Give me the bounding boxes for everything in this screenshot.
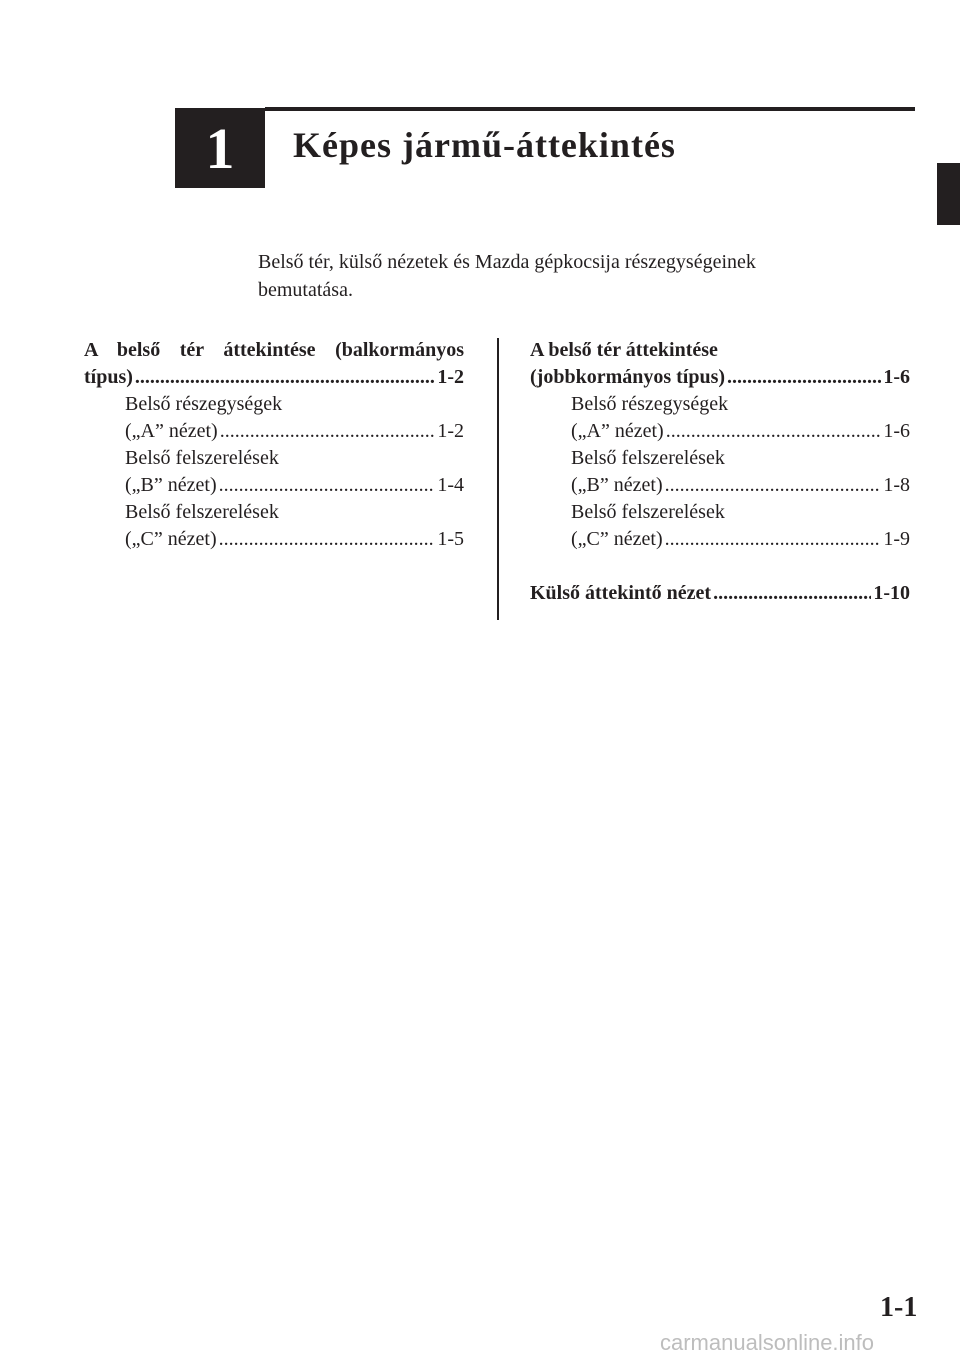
dot-leader [665,526,882,553]
chapter-header-rule [265,107,915,111]
toc-right-exterior-entry[interactable] [530,580,910,607]
toc-item-label-cont: („A” nézet) [571,420,664,442]
toc-item-page: 1-4 [437,474,464,496]
toc-item-label: Belső részegységek [125,393,283,415]
toc-item-label-cont: („B” nézet) [125,474,217,496]
toc-item-label: Belső felszerelések [571,447,725,469]
toc-item-label: Belső felszerelések [125,447,279,469]
toc-right-column [530,337,910,607]
dot-leader [727,364,881,391]
toc-item-page: 1-2 [437,420,464,442]
chapter-number-box [175,108,265,188]
chapter-title: Képes jármű-áttekintés [293,125,676,165]
toc-left-heading-entry[interactable] [84,364,464,391]
toc-exterior-label: Külső áttekintő nézet [530,582,712,604]
toc-left-item-1[interactable] [84,391,464,445]
column-divider [497,338,499,620]
toc-item-label: Belső részegységek [571,393,729,415]
chapter-side-tab [937,163,960,225]
toc-left-item-2[interactable] [84,445,464,499]
toc-right-heading-entry[interactable] [530,364,910,391]
toc-left-column [84,337,464,553]
intro-line-1: Belső tér, külső nézetek és Mazda gépkocsija részegységeinek [258,251,756,273]
toc-item-page: 1-5 [437,528,464,550]
dot-leader [713,580,871,607]
toc-item-label-cont: („B” nézet) [571,474,663,496]
dot-leader [665,472,882,499]
toc-left-heading-line1[interactable]: A belső tér áttekintése (balkormányos [84,339,464,361]
dot-leader [219,526,436,553]
toc-left-heading-line2: típus) [84,366,133,388]
toc-right-item-3[interactable] [530,499,910,553]
spacer [530,553,910,580]
dot-leader [666,418,882,445]
toc-right-heading-page: 1-6 [883,366,910,388]
toc-item-page: 1-6 [883,420,910,442]
toc-right-item-2[interactable] [530,445,910,499]
toc-item-label-cont: („C” nézet) [571,528,663,550]
toc-right-heading-line1[interactable]: A belső tér áttekintése [530,339,718,361]
page-number: 1-1 [880,1292,918,1323]
chapter-number: 1 [205,115,235,181]
toc-item-label-cont: („C” nézet) [125,528,217,550]
toc-item-page: 1-9 [883,528,910,550]
toc-item-page: 1-8 [883,474,910,496]
toc-right-heading-line2: (jobbkormányos típus) [530,366,726,388]
toc-item-label: Belső felszerelések [571,501,725,523]
toc-item-label-cont: („A” nézet) [125,420,218,442]
dot-leader [135,364,435,391]
dot-leader [219,472,436,499]
toc-left-item-3[interactable] [84,499,464,553]
watermark: carmanualsonline.info [660,1330,875,1355]
toc-right-item-1[interactable] [530,391,910,445]
intro-line-2: bemutatása. [258,279,353,301]
chapter-intro [258,248,878,304]
toc-left-heading-page: 1-2 [437,366,464,388]
dot-leader [220,418,436,445]
toc-exterior-page: 1-10 [873,582,910,604]
toc-item-label: Belső felszerelések [125,501,279,523]
